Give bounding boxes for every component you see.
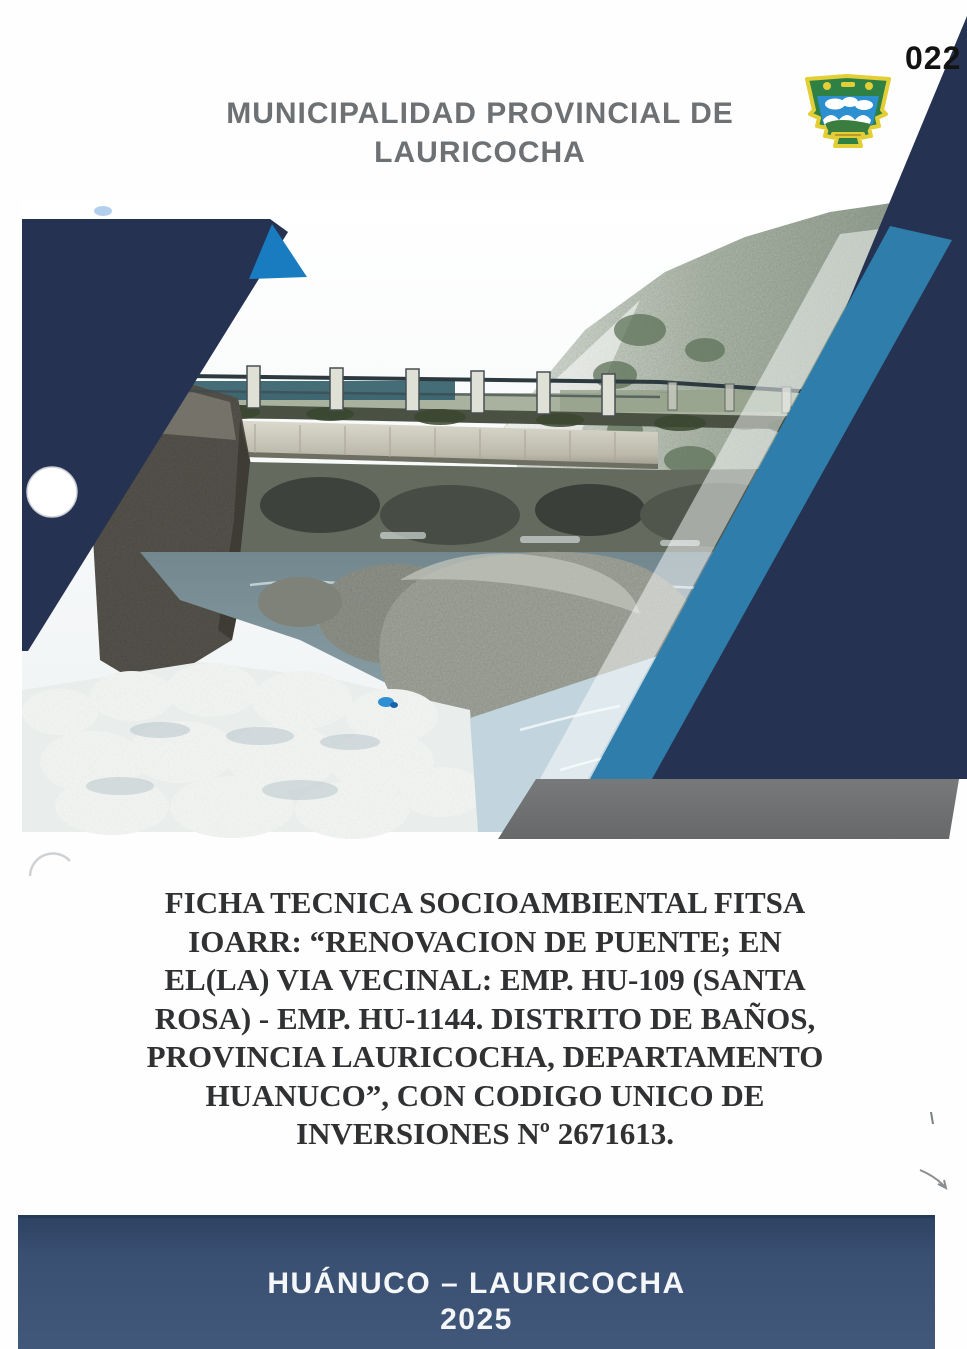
footer-band: [18, 1215, 935, 1349]
page-number: 022: [905, 40, 962, 76]
title-line: IOARR: “RENOVACION DE PUENTE; EN: [188, 923, 782, 959]
footer-year: 2025: [440, 1303, 513, 1336]
header-title: [150, 94, 810, 172]
title-line: PROVINCIA LAURICOCHA, DEPARTAMENTO: [146, 1039, 824, 1074]
header-line-2: LAURICOCHA: [374, 136, 586, 169]
municipal-coat-of-arms-icon: [797, 72, 899, 164]
paper-curl-mark: [30, 853, 70, 876]
title-line: ROSA) - EMP. HU-1144. DISTRITO DE BAÑOS,: [154, 1000, 816, 1036]
title-line: INVERSIONES Nº 2671613.: [296, 1116, 674, 1151]
pen-tick-mark: [931, 1112, 933, 1124]
header-line-1: MUNICIPALIDAD PROVINCIAL DE: [226, 97, 734, 130]
title-line: HUANUCO”, CON CODIGO UNICO DE: [205, 1077, 765, 1113]
pen-swoosh-mark: [920, 1170, 946, 1188]
cover-title: [90, 884, 880, 1154]
gray-strip-shape: [498, 779, 959, 839]
title-line: FICHA TECNICA SOCIOAMBIENTAL FITSA: [164, 885, 806, 920]
title-line: EL(LA) VIA VECINAL: EMP. HU-109 (SANTA: [164, 962, 806, 997]
blue-smudge-mark: [94, 206, 112, 216]
hole-punch: [27, 467, 77, 517]
footer-location: HUÁNUCO – LAURICOCHA: [267, 1267, 686, 1300]
